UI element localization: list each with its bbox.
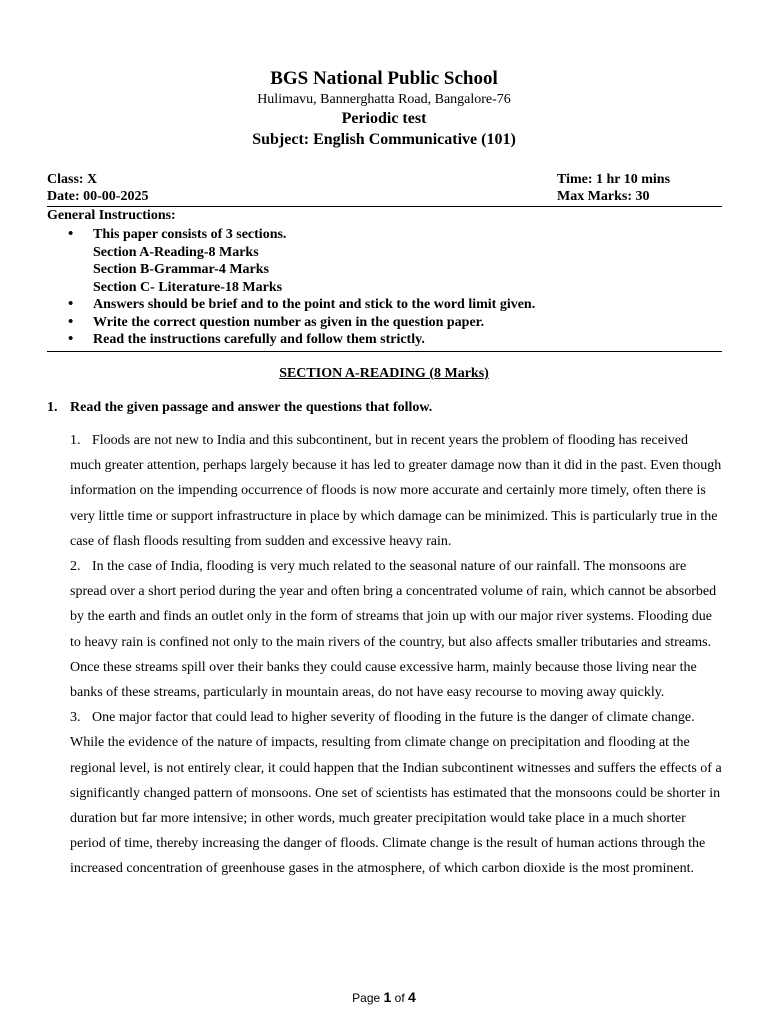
page-total: 4 bbox=[408, 989, 416, 1005]
subject-title: Subject: English Communicative (101) bbox=[252, 131, 516, 148]
passage-paragraph bbox=[70, 705, 722, 881]
test-name: Periodic test bbox=[341, 110, 427, 127]
instruction-item: • Write the correct question number as given in the question paper. bbox=[47, 314, 722, 332]
passage-paragraph bbox=[70, 428, 722, 554]
general-instructions-heading: General Instructions: bbox=[47, 208, 176, 223]
instruction-item: • Answers should be brief and to the point and stick to the word limit given. bbox=[47, 296, 722, 314]
time-label: Time: 1 hr 10 mins bbox=[557, 172, 671, 187]
of-word: of bbox=[394, 991, 405, 1005]
paragraph-number: 3. bbox=[70, 710, 81, 726]
instruction-item: • This paper consists of 3 sections. bbox=[47, 226, 722, 244]
page-word: Page bbox=[352, 991, 381, 1005]
class-label: Class: X bbox=[47, 172, 98, 187]
paragraph-number: 2. bbox=[70, 559, 81, 575]
max-marks-label: Max Marks: 30 bbox=[557, 189, 650, 204]
page-footer bbox=[0, 989, 768, 1005]
paragraph-text: Floods are not new to India and this subcontinent, but in recent years the problem of flooding has received much greater attention, perhaps largely because it has led to greater damage now than it did in the past. Even though information on the impending occurrence of floods is now more accurate and certainly more timely, often there is very little time or support infrastructure in place by which damage can be minimized. This is particularly true in the case of flash floods resulting from sudden and excessive heavy rain. bbox=[70, 433, 722, 549]
date-label: Date: 00-00-2025 bbox=[47, 189, 149, 204]
instruction-item: • Read the instructions carefully and follow them strictly. bbox=[47, 331, 722, 349]
instruction-subitem: Section C- Literature-18 Marks bbox=[93, 279, 283, 295]
question-text: Read the given passage and answer the questions that follow. bbox=[70, 400, 433, 415]
question-1 bbox=[47, 400, 432, 416]
school-address: Hulimavu, Bannerghatta Road, Bangalore-76 bbox=[257, 92, 511, 107]
paragraph-text: One major factor that could lead to higher severity of flooding in the future is the danger of climate change. While the evidence of the nature of impacts, resulting from climate change on precipitation and flooding at the regional level, is not entirely clear, it could happen that the Indian subcontinent witnesses and suffers the effects of a significantly changed pattern of monsoons. One set of scientists has estimated that the monsoons could be shorter in duration but far more intensive; in other words, much greater precipitation would take place in a much shorter period of time, thereby increasing the danger of floods. Climate change is the result of human actions through the increased concentration of greenhouse gases in the atmosphere, of which carbon dioxide is the most prominent. bbox=[70, 710, 722, 877]
school-name: BGS National Public School bbox=[270, 68, 498, 89]
section-a-title: SECTION A-READING (8 Marks) bbox=[279, 366, 489, 381]
instructions-list bbox=[47, 226, 722, 352]
instruction-subitem: Section A-Reading-8 Marks bbox=[93, 244, 259, 260]
paragraph-text: In the case of India, flooding is very much related to the seasonal nature of our rainfall. The monsoons are spread over a short period during the year and often bring a concentrated volume of rain, which cannot be absorbed by the earth and finds an outlet only in the form of streams that join up with our major river systems. Flooding due to heavy rain is confined not only to the main rivers of the country, but also affects smaller tributaries and streams. Once these streams spill over their banks they could cause excessive harm, mainly because those living near the banks of these streams, particularly in mountain areas, do not have easy recourse to moving away quickly. bbox=[70, 559, 717, 701]
instruction-subitem: Section B-Grammar-4 Marks bbox=[93, 262, 269, 277]
paragraph-number: 1. bbox=[70, 433, 81, 448]
question-number: 1. bbox=[47, 400, 58, 415]
passage-paragraph bbox=[70, 554, 722, 705]
reading-passage bbox=[70, 428, 722, 882]
meta-row-date-marks bbox=[47, 189, 722, 207]
page-current: 1 bbox=[383, 989, 392, 1005]
